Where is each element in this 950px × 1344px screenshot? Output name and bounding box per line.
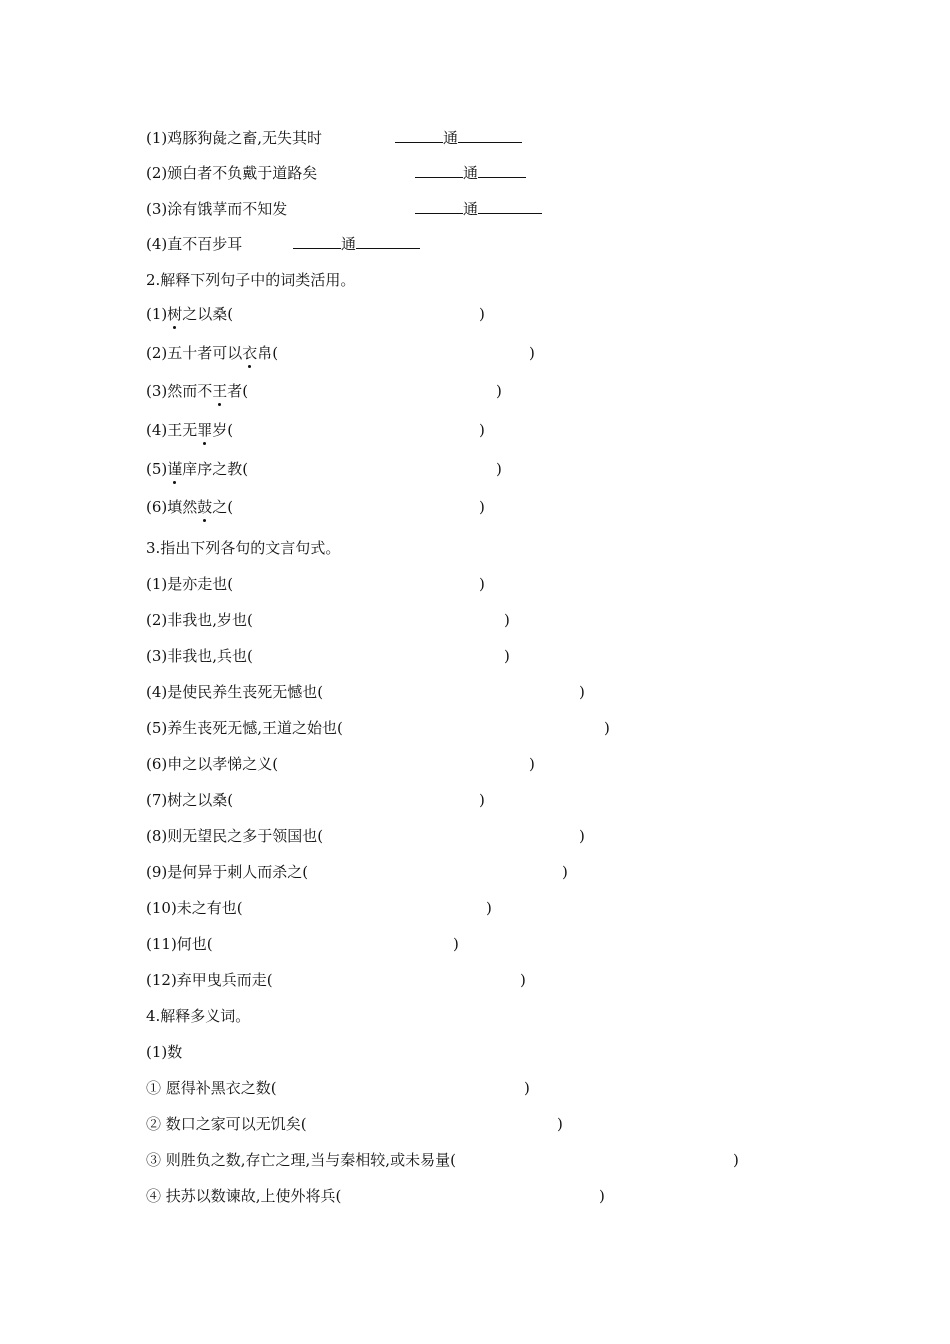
close-paren: ) <box>496 460 502 478</box>
item-text: (10)未之有也( <box>146 899 243 917</box>
jushi-item-9 <box>146 862 568 882</box>
item-text: (9)是何异于刺人而杀之( <box>146 863 309 881</box>
jushi-item-10 <box>146 898 492 918</box>
item-text: (1)鸡豚狗彘之畜,无失其时 <box>146 129 323 147</box>
jushi-item-12 <box>146 970 526 990</box>
jushi-item-6 <box>146 754 535 774</box>
item-text: (2)颁白者不负戴于道路矣 <box>146 164 318 182</box>
tongjia-item-2 <box>146 163 479 183</box>
polysemy-item-3 <box>146 1150 739 1170</box>
close-paren: ) <box>479 791 485 809</box>
close-paren: ) <box>599 1187 605 1205</box>
item-text: (12)弃甲曳兵而走( <box>146 971 273 989</box>
item-prefix: (5) <box>146 460 168 478</box>
section-3-title: 3.指出下列各句的文言句式。 <box>146 539 341 557</box>
emphasis-word: 谨 <box>167 460 183 478</box>
item-text: 庠序之教( <box>182 460 249 478</box>
close-paren: ) <box>496 382 502 400</box>
item-prefix: (2)五十者可以 <box>146 344 243 362</box>
section-2-title: 2.解释下列句子中的词类活用。 <box>146 271 356 289</box>
item-prefix: (1) <box>146 305 168 323</box>
emphasis-word: 鼓 <box>197 498 213 516</box>
item-text: (8)则无望民之多于领国也( <box>146 827 324 845</box>
item-text: (4)直不百步耳 <box>146 235 243 253</box>
tongjia-answer <box>395 128 522 148</box>
item-text: 者( <box>227 382 249 400</box>
tong-label: 通 <box>463 200 479 218</box>
item-text: (5)养生丧死无憾,王道之始也( <box>146 719 343 737</box>
answer-blank[interactable] <box>415 199 463 214</box>
polysemy-item-1 <box>146 1078 530 1098</box>
answer-blank[interactable] <box>293 234 341 249</box>
section-4-title: 4.解释多义词。 <box>146 1007 251 1025</box>
close-paren: ) <box>529 755 535 773</box>
huoyong-item-1 <box>146 304 485 324</box>
item-text: (3)非我也,兵也( <box>146 647 253 665</box>
tongjia-item-4 <box>146 234 357 254</box>
huoyong-item-4 <box>146 420 485 440</box>
tongjia-answer <box>415 199 542 219</box>
tongjia-answer <box>293 234 420 254</box>
answer-blank[interactable] <box>415 163 463 178</box>
item-text: (4)是使民养生丧死无憾也( <box>146 683 324 701</box>
close-paren: ) <box>562 863 568 881</box>
emphasis-word: 王 <box>212 382 228 400</box>
close-paren: ) <box>557 1115 563 1133</box>
close-paren: ) <box>453 935 459 953</box>
polysemy-word: (1)数 <box>146 1043 183 1061</box>
close-paren: ) <box>579 827 585 845</box>
answer-blank[interactable] <box>478 199 542 214</box>
tong-label: 通 <box>443 129 459 147</box>
close-paren: ) <box>579 683 585 701</box>
tongjia-item-1 <box>146 128 459 148</box>
jushi-item-2 <box>146 610 510 630</box>
item-text: (3)涂有饿莩而不知发 <box>146 200 288 218</box>
item-text: 之( <box>212 498 234 516</box>
emphasis-word: 罪 <box>197 421 213 439</box>
tong-label: 通 <box>463 164 479 182</box>
answer-blank[interactable] <box>356 234 420 249</box>
close-paren: ) <box>604 719 610 737</box>
jushi-item-7 <box>146 790 485 810</box>
jushi-item-3 <box>146 646 510 666</box>
emphasis-word: 树 <box>167 305 183 323</box>
close-paren: ) <box>524 1079 530 1097</box>
answer-blank[interactable] <box>478 163 526 178</box>
jushi-item-8 <box>146 826 585 846</box>
polysemy-item-2 <box>146 1114 563 1134</box>
close-paren: ) <box>486 899 492 917</box>
item-text: 帛( <box>257 344 279 362</box>
item-prefix: (3)然而不 <box>146 382 213 400</box>
jushi-item-5 <box>146 718 610 738</box>
item-text: ② 数口之家可以无饥矣( <box>146 1115 307 1133</box>
item-text: ① 愿得补黑衣之数( <box>146 1079 277 1097</box>
close-paren: ) <box>733 1151 739 1169</box>
item-text: (6)申之以孝悌之义( <box>146 755 279 773</box>
huoyong-item-5 <box>146 459 502 479</box>
item-text: 岁( <box>212 421 234 439</box>
answer-blank[interactable] <box>458 128 522 143</box>
item-text: ④ 扶苏以数谏故,上使外将兵( <box>146 1187 342 1205</box>
item-prefix: (6)填然 <box>146 498 198 516</box>
item-prefix: (4)王无 <box>146 421 198 439</box>
item-text: 之以桑( <box>182 305 234 323</box>
emphasis-word: 衣 <box>242 344 258 362</box>
tongjia-item-3 <box>146 199 479 219</box>
close-paren: ) <box>529 344 535 362</box>
jushi-item-11 <box>146 934 459 954</box>
tongjia-answer <box>415 163 526 183</box>
huoyong-item-6 <box>146 497 485 517</box>
close-paren: ) <box>479 575 485 593</box>
huoyong-item-3 <box>146 381 502 401</box>
item-text: (11)何也( <box>146 935 213 953</box>
item-text: (1)是亦走也( <box>146 575 234 593</box>
close-paren: ) <box>479 498 485 516</box>
close-paren: ) <box>520 971 526 989</box>
close-paren: ) <box>479 421 485 439</box>
tong-label: 通 <box>341 235 357 253</box>
jushi-item-4 <box>146 682 585 702</box>
jushi-item-1 <box>146 574 485 594</box>
item-text: ③ 则胜负之数,存亡之理,当与秦相较,或未易量( <box>146 1151 456 1169</box>
close-paren: ) <box>504 611 510 629</box>
close-paren: ) <box>479 305 485 323</box>
item-text: (2)非我也,岁也( <box>146 611 253 629</box>
item-text: (7)树之以桑( <box>146 791 234 809</box>
answer-blank[interactable] <box>395 128 443 143</box>
huoyong-item-2 <box>146 343 535 363</box>
polysemy-item-4 <box>146 1186 605 1206</box>
close-paren: ) <box>504 647 510 665</box>
